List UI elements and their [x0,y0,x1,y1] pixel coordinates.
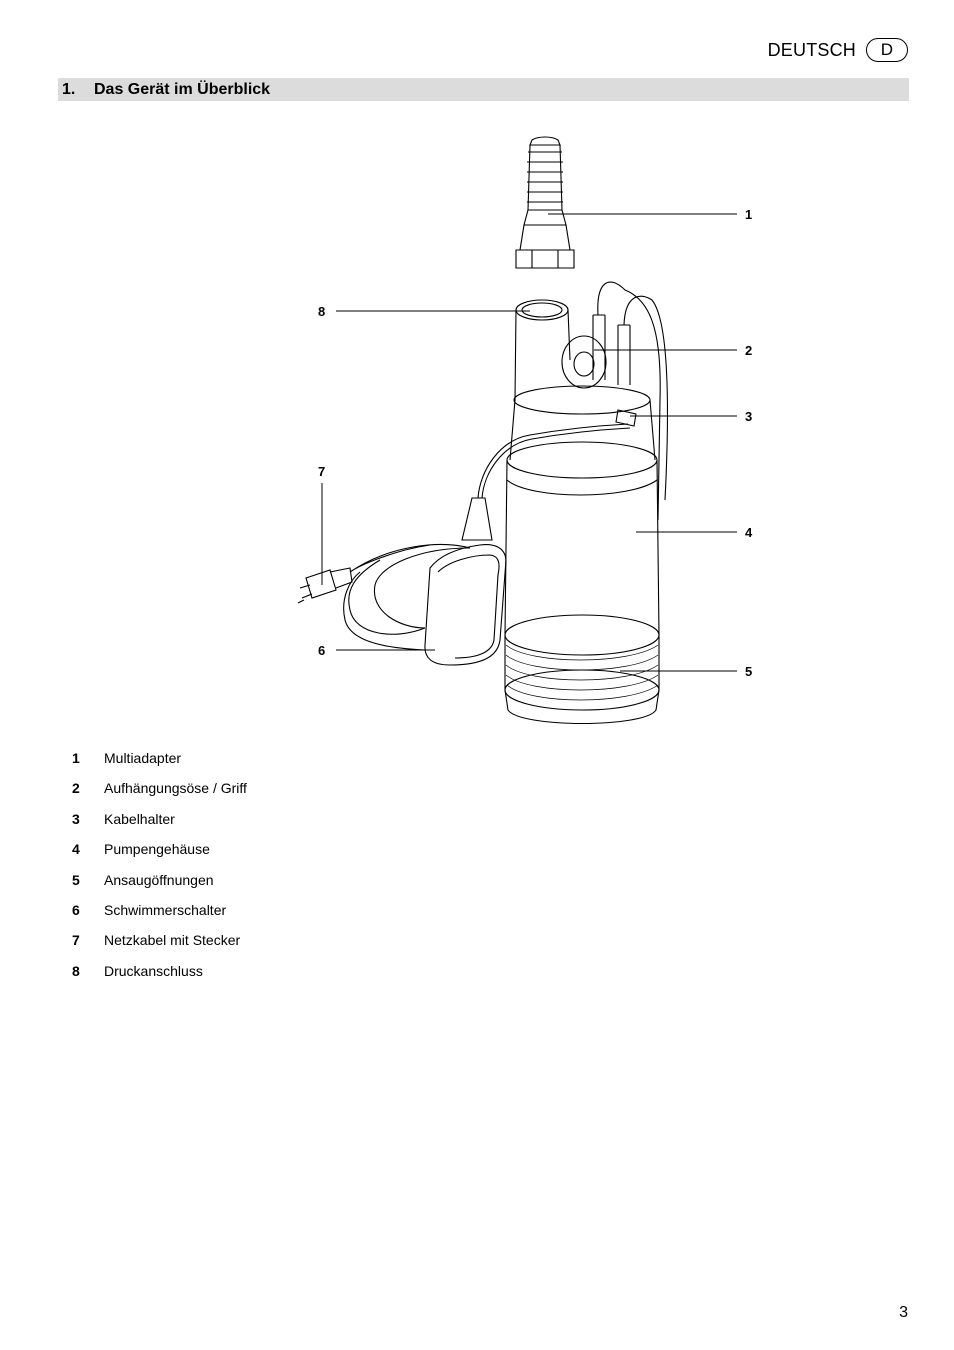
legend-label: Schwimmerschalter [104,901,227,918]
language-code-badge: D [866,38,908,62]
callout-5: 5 [745,664,753,679]
legend-number: 6 [72,901,80,918]
callout-8: 8 [318,304,326,319]
intake-mesh [506,645,658,700]
legend-label: Multiadapter [104,750,182,766]
legend-label: Aufhängungsöse / Griff [104,780,247,797]
legend-number: 8 [72,962,80,979]
language-label: DEUTSCH [767,39,856,60]
legend-row [72,750,247,780]
legend-row [72,872,247,902]
legend-label: Pumpengehäuse [104,841,210,858]
float-switch [425,424,630,665]
section-number: 1. [62,81,76,98]
legend-label: Druckanschluss [104,962,203,979]
handle-eye [562,336,606,388]
callout-2: 2 [745,343,753,358]
legend-number: 5 [72,871,80,888]
cable-posts [593,282,667,520]
legend-row [72,963,247,993]
legend-label: Netzkabel mit Stecker [104,932,241,949]
legend-number: 2 [72,780,80,797]
legend-row [72,932,247,962]
callout-7: 7 [318,464,326,479]
plug-icon [298,568,352,603]
legend-number: 4 [72,841,80,858]
legend-row [72,780,247,810]
parts-legend [72,750,247,993]
legend-number: 7 [72,932,80,949]
pump-housing [505,386,659,724]
legend-label: Kabelhalter [104,810,175,827]
page-number: 3 [899,1304,908,1321]
legend-row [72,811,247,841]
callout-6: 6 [318,643,326,658]
legend-number: 3 [72,810,80,827]
legend-row [72,841,247,871]
legend-row [72,902,247,932]
callout-1: 1 [745,207,753,222]
power-cable [349,545,470,635]
legend-number: 1 [72,750,80,766]
callout-3: 3 [745,409,753,424]
pressure-outlet [515,300,570,400]
multiadapter [516,137,574,268]
legend-label: Ansaugöffnungen [104,871,214,888]
section-title: Das Gerät im Überblick [94,81,271,98]
callout-4: 4 [745,525,753,540]
